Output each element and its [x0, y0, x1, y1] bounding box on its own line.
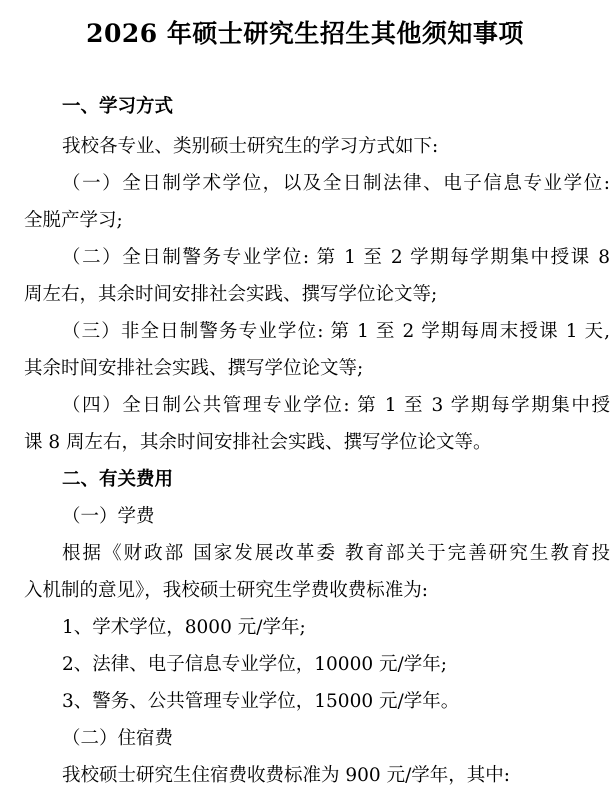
study-mode-item-4-line-2: 课 8 周左右，其余时间安排社会实践、撰写学位论文等。: [24, 432, 492, 453]
page-title: 2026 年硕士研究生招生其他须知事项: [86, 19, 524, 48]
study-mode-item-1-line-1: （一）全日制学术学位，以及全日制法律、电子信息专业学位:: [62, 173, 610, 194]
study-mode-item-4-line-1: （四）全日制公共管理专业学位: 第 1 至 3 学期每学期集中授: [62, 395, 610, 416]
accommodation-paragraph: 我校硕士研究生住宿费收费标准为 900 元/学年，其中:: [62, 765, 511, 786]
section-heading-study-mode: 一、学习方式: [62, 96, 174, 117]
study-mode-item-2-line-2: 周左右，其余时间安排社会实践、撰写学位论文等;: [24, 284, 438, 305]
tuition-item-academic: 1、学术学位，8000 元/学年;: [62, 617, 306, 638]
section-heading-fees: 二、有关费用: [62, 469, 174, 490]
tuition-paragraph-line-2: 入机制的意见》，我校硕士研究生学费收费标准为:: [24, 580, 428, 601]
study-mode-item-1-line-2: 全脱产学习;: [24, 210, 123, 231]
subheading-tuition: （一）学费: [62, 506, 155, 527]
tuition-paragraph-line-1: 根据《财政部 国家发展改革委 教育部关于完善研究生教育投: [62, 543, 610, 564]
study-mode-item-3-line-1: （三）非全日制警务专业学位: 第 1 至 2 学期每周末授课 1 天,: [62, 321, 610, 342]
study-mode-item-2-line-1: （二）全日制警务专业学位: 第 1 至 2 学期每学期集中授课 8: [62, 247, 610, 268]
tuition-item-law-electronic: 2、法律、电子信息专业学位，10000 元/学年;: [62, 654, 447, 675]
study-mode-item-3-line-2: 其余时间安排社会实践、撰写学位论文等;: [24, 358, 364, 379]
subheading-accommodation: （二）住宿费: [62, 728, 174, 749]
tuition-item-police-public-admin: 3、警务、公共管理专业学位，15000 元/学年。: [62, 691, 460, 712]
paragraph-study-mode-intro: 我校各专业、类别硕士研究生的学习方式如下:: [62, 136, 439, 157]
